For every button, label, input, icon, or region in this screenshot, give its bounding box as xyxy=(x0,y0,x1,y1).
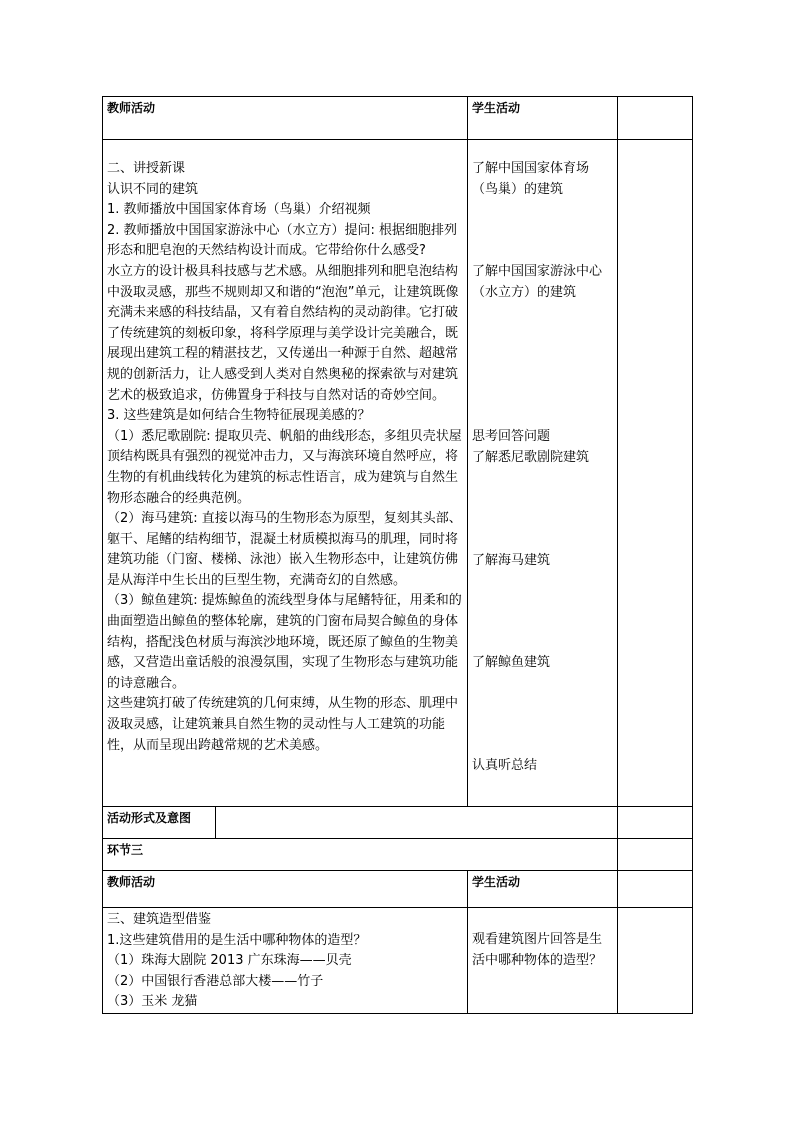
empty-cell xyxy=(618,908,693,1014)
empty-cell xyxy=(618,807,693,839)
lesson-plan-table xyxy=(102,96,693,1014)
step-2: 2. 教师播放中国国家游泳中心（水立方）提问: 根据细胞排列形态和肥皂泡的天然结构设计而成。它带给你什么感受? xyxy=(107,222,458,259)
section-heading: 二、讲授新课 xyxy=(107,161,186,176)
student-note: 观看建筑图片回答是生活中哪种物体的造型？ xyxy=(472,932,603,968)
student-note: 了解鲸鱼建筑 xyxy=(472,655,551,671)
summary-paragraph: 这些建筑打破了传统建筑的几何束缚，从生物的形态、肌理中汲取灵感，让建筑兼具自然生物的灵动性与人工建筑的功能性，从而呈现出跨越常规的艺术美感。 xyxy=(107,696,459,753)
seahorse-paragraph: （2）海马建筑: 直接以海马的生物形态为原型，复刻其头部、躯干、尾鳍的结构细节，混凝土材质模拟海马的肌理，同时将建筑功能（门窗、楼梯、泳池）嵌入生物形态中，让建筑仿佛是从海洋中生长出的巨型生物，充满奇幻的自然感。 xyxy=(107,511,462,588)
activity-form-row xyxy=(103,807,693,839)
student-note: 了解中国国家游泳中心（水立方）的建筑 xyxy=(472,264,603,300)
teacher-activity-header: 教师活动 xyxy=(103,97,468,140)
student-activity-header: 学生活动 xyxy=(468,97,618,140)
student-note: 了解海马建筑 xyxy=(472,552,551,568)
stage-3-row xyxy=(103,839,693,871)
teacher-content-cell xyxy=(103,908,468,1014)
student-note: 了解悉尼歌剧院建筑 xyxy=(472,449,590,465)
student-content-cell xyxy=(468,140,618,807)
example-1: （1）珠海大剧院 2013 广东珠海——贝壳 xyxy=(107,953,352,969)
student-activity-header: 学生活动 xyxy=(468,871,618,908)
activity-form-value xyxy=(216,807,618,839)
step-3: 3. 这些建筑是如何结合生物特征展现美感的？ xyxy=(107,408,371,424)
teacher-activity-header: 教师活动 xyxy=(103,871,468,908)
student-content-cell xyxy=(468,908,618,1014)
stage-3-label: 环节三 xyxy=(103,839,618,871)
water-cube-paragraph: 水立方的设计极具科技感与艺术感。从细胞排列和肥皂泡结构中汲取灵感，那些不规则却又和谐的“泡泡”单元，让建筑既像充满未来感的科技结晶，又有着自然结构的灵动韵律。它打破了传统建筑的刻板印象，将科学原理与美学设计完美融合，既展现出建筑工程的精湛技艺，又传递出一种源于自然、超越常规的创新活力，让人感受到人类对自然奥秘的探索欲与对建筑艺术的极致追求，仿佛置身于科技与自然对话的奇妙空间。 xyxy=(107,263,459,403)
step-1: 1. 教师播放中国国家体育场（鸟巢）介绍视频 xyxy=(107,202,371,218)
student-note: 了解中国国家体育场（鸟巢）的建筑 xyxy=(472,161,590,197)
student-note: 认真听总结 xyxy=(472,757,538,773)
header-row-1 xyxy=(103,97,693,140)
topic-line: 认识不同的建筑 xyxy=(107,181,199,197)
sydney-opera-paragraph: （1）悉尼歌剧院: 提取贝壳、帆船的曲线形态，多组贝壳状屋顶结构既具有强烈的视觉冲击力，又与海滨环境自然呼应，将生物的有机曲线转化为建筑的标志性语言，成为建筑与自然生物形态融合的经典范例。 xyxy=(107,428,462,506)
example-3: （3）玉米 龙猫 xyxy=(107,994,198,1010)
empty-cell xyxy=(618,97,693,140)
student-note: 思考回答问题 xyxy=(472,429,551,445)
section-2-row xyxy=(103,140,693,807)
header-row-2 xyxy=(103,871,693,908)
teacher-content-cell xyxy=(103,140,468,807)
empty-cell xyxy=(618,871,693,908)
whale-paragraph: （3）鲸鱼建筑: 提炼鲸鱼的流线型身体与尾鳍特征，用柔和的曲面塑造出鲸鱼的整体轮廓，建筑的门窗布局契合鲸鱼的身体结构，搭配浅色材质与海滨沙地环境，既还原了鲸鱼的生物美感，又营造出童话般的浪漫氛围，实现了生物形态与建筑功能的诗意融合。 xyxy=(107,593,462,691)
section-3-row xyxy=(103,908,693,1014)
empty-cell xyxy=(618,839,693,871)
question-line: 1.这些建筑借用的是生活中哪种物体的造型？ xyxy=(107,932,367,948)
empty-cell xyxy=(618,140,693,807)
example-2: （2）中国银行香港总部大楼——竹子 xyxy=(107,973,324,989)
activity-form-label: 活动形式及意图 xyxy=(103,807,216,839)
section-heading: 三、建筑造型借鉴 xyxy=(107,912,212,927)
